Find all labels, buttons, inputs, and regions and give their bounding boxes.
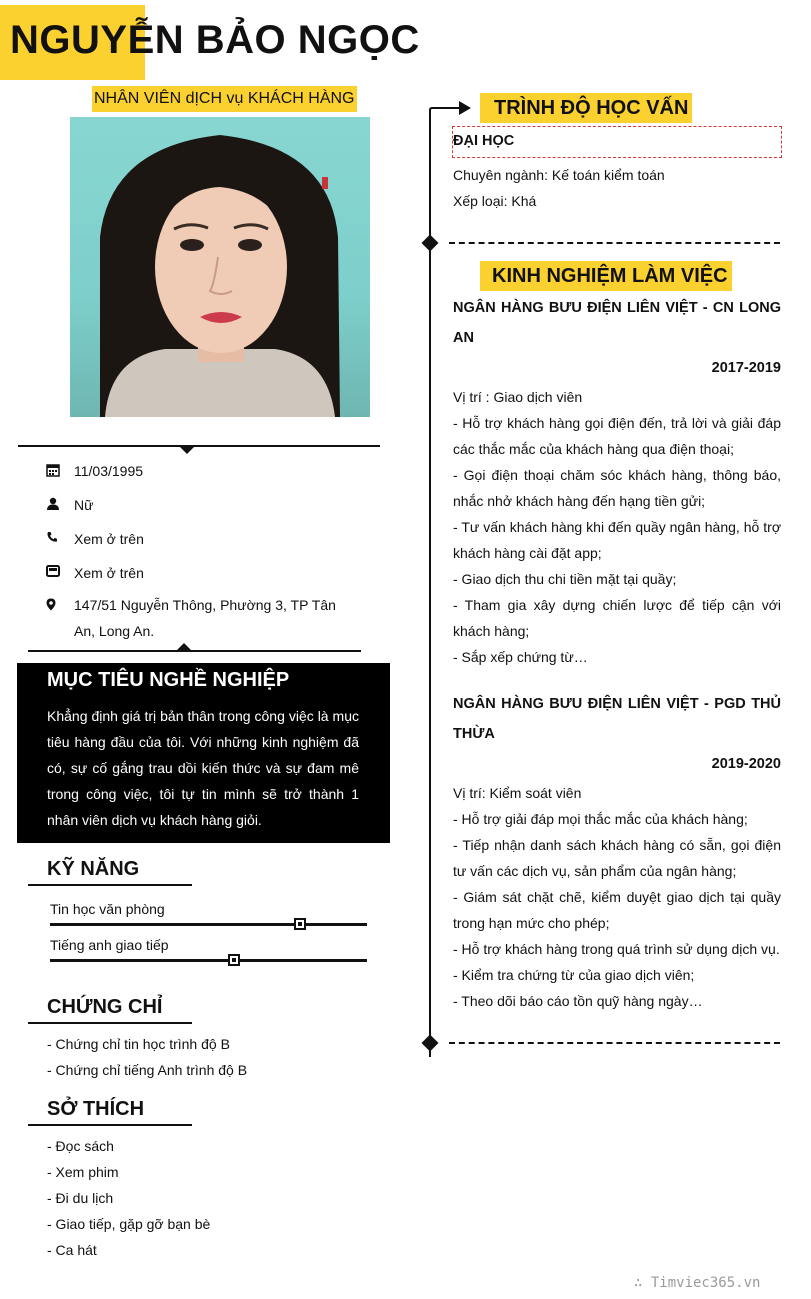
- section-divider: [449, 1042, 780, 1044]
- skill-label: Tiếng anh giao tiếp: [50, 937, 169, 953]
- certificates-title: CHỨNG CHỈ: [47, 996, 163, 1018]
- contact-birthday: [46, 462, 143, 480]
- candidate-name: NGUYỄN BẢO NGỌC: [10, 18, 420, 62]
- objective-section: [17, 663, 390, 843]
- contact-divider-bottom: [28, 650, 361, 652]
- watermark: [634, 1275, 760, 1291]
- list-item: - Ca hát: [47, 1242, 97, 1258]
- email-value: Xem ở trên: [74, 565, 144, 581]
- job-duty: - Kiểm tra chứng từ của giao dịch viên;: [453, 967, 695, 983]
- phone-icon: [46, 530, 74, 543]
- objective-title: MỤC TIÊU NGHỀ NGHIỆP: [47, 669, 290, 691]
- skills-title: KỸ NĂNG: [47, 858, 140, 880]
- skill-level-marker: [294, 918, 306, 930]
- timeline-diamond: [422, 1035, 439, 1052]
- job-position: Vị trí : Giao dịch viên: [453, 389, 583, 405]
- contact-divider-top: [18, 445, 380, 447]
- job-details: [453, 780, 781, 1014]
- education-major: Chuyên ngành: Kế toán kiểm toán: [453, 167, 665, 183]
- job-duty: - Giám sát chặt chẽ, kiểm duyệt giao dịch tại quầy trong hạn mức cho phép;: [453, 889, 781, 931]
- job-years: 2017-2019: [711, 360, 781, 376]
- hobbies-list: [47, 1133, 210, 1263]
- portrait-illustration: [70, 117, 370, 417]
- divider-arrow-down: [179, 446, 195, 454]
- divider-arrow-up: [176, 643, 192, 651]
- calendar-icon: [46, 462, 74, 477]
- company-name: NGÂN HÀNG BƯU ĐIỆN LIÊN VIỆT - PGD THỦ THỪA: [453, 696, 781, 742]
- job-duty: - Tham gia xây dựng chiến lược để tiếp cận với khách hàng;: [453, 597, 781, 639]
- contact-phone: [46, 530, 144, 548]
- skill-label: Tin học văn phòng: [50, 901, 165, 917]
- education-rank: Xếp loại: Khá: [453, 193, 537, 209]
- gender-value: Nữ: [74, 497, 94, 513]
- contact-email: [46, 564, 144, 582]
- job-years: 2019-2020: [711, 756, 781, 772]
- job-duty: - Tiếp nhận danh sách khách hàng có sẵn, gọi điện tư vấn các dịch vụ, sản phẩm của ngân hàng;: [453, 837, 781, 879]
- timeline-line: [429, 112, 431, 1057]
- birthday-value: 11/03/1995: [74, 463, 144, 479]
- skill-bar: [50, 923, 367, 926]
- timeline-diamond: [422, 235, 439, 252]
- list-item: - Xem phim: [47, 1164, 119, 1180]
- job-title: NHÂN VIÊN dỊCH vụ KHÁCH HÀNG: [92, 86, 357, 112]
- job-duty: - Theo dõi báo cáo tồn quỹ hàng ngày…: [453, 993, 703, 1009]
- job-duty: - Hỗ trợ khách hàng gọi điện đến, trả lời và giải đáp các thắc mắc của khách hàng qua điện thoại;: [453, 415, 781, 457]
- watermark-text: Timviec365.vn: [650, 1275, 761, 1291]
- education-title: TRÌNH ĐỘ HỌC VẤN: [494, 97, 689, 119]
- job-duty: - Giao dịch thu chi tiền mặt tại quầy;: [453, 571, 677, 587]
- hobbies-underline: [28, 1124, 192, 1126]
- job-duty: - Hỗ trợ giải đáp mọi thắc mắc của khách hàng;: [453, 811, 748, 827]
- job-duty: - Sắp xếp chứng từ…: [453, 649, 588, 665]
- phone-value: Xem ở trên: [74, 531, 144, 547]
- list-item: - Giao tiếp, gặp gỡ bạn bè: [47, 1216, 211, 1232]
- objective-text: Khẳng định giá trị bản thân trong công việc là mục tiêu hàng đầu của tôi. Với những kinh nghiệm đã có, sự cố gắng trau dồi kiến thức và sự đam mê trong công việc, tôi tự tin mình sẽ trở thành 1 nhân viên dịch vụ khách hàng giỏi.: [47, 708, 359, 828]
- job-duty: - Gọi điện thoại chăm sóc khách hàng, thông báo, nhắc nhở khách hàng đến hạng tiền gửi;: [453, 467, 781, 509]
- contact-gender: [46, 496, 93, 514]
- mail-icon: [46, 564, 74, 577]
- education-degree: ĐẠI HỌC: [453, 133, 515, 149]
- skill-bar: [50, 959, 367, 962]
- section-divider: [449, 242, 780, 244]
- company-name: NGÂN HÀNG BƯU ĐIỆN LIÊN VIỆT - CN LONG AN: [453, 300, 781, 346]
- skill-level-marker: [228, 954, 240, 966]
- job-duty: - Tư vấn khách hàng khi đến quầy ngân hàng, hỗ trợ khách hàng cài đặt app;: [453, 519, 781, 561]
- job-details: [453, 384, 781, 670]
- profile-photo: [70, 117, 370, 417]
- list-item: - Đọc sách: [47, 1138, 114, 1154]
- certificates-underline: [28, 1022, 192, 1024]
- skills-underline: [28, 884, 192, 886]
- timeline-arrow-icon: [429, 98, 473, 120]
- list-item: - Chứng chỉ tiếng Anh trình độ B: [47, 1062, 248, 1078]
- address-value: [74, 592, 336, 644]
- list-item: - Đi du lịch: [47, 1190, 114, 1206]
- map-pin-icon: [46, 592, 74, 611]
- list-item: - Chứng chỉ tin học trình độ B: [47, 1036, 230, 1052]
- job-position: Vị trí: Kiểm soát viên: [453, 785, 582, 801]
- watermark-icon: ∴: [634, 1275, 651, 1291]
- contact-address: [46, 592, 336, 644]
- address-line-2: An, Long An.: [74, 623, 155, 639]
- hobbies-title: SỞ THÍCH: [47, 1098, 145, 1120]
- user-icon: [46, 496, 74, 511]
- address-line-1: 147/51 Nguyễn Thông, Phường 3, TP Tân: [74, 597, 336, 613]
- certificates-list: [47, 1031, 247, 1083]
- job-duty: - Hỗ trợ khách hàng trong quá trình sử dụng dịch vụ.: [453, 941, 780, 957]
- experience-title: KINH NGHIỆM LÀM VIỆC: [492, 265, 728, 287]
